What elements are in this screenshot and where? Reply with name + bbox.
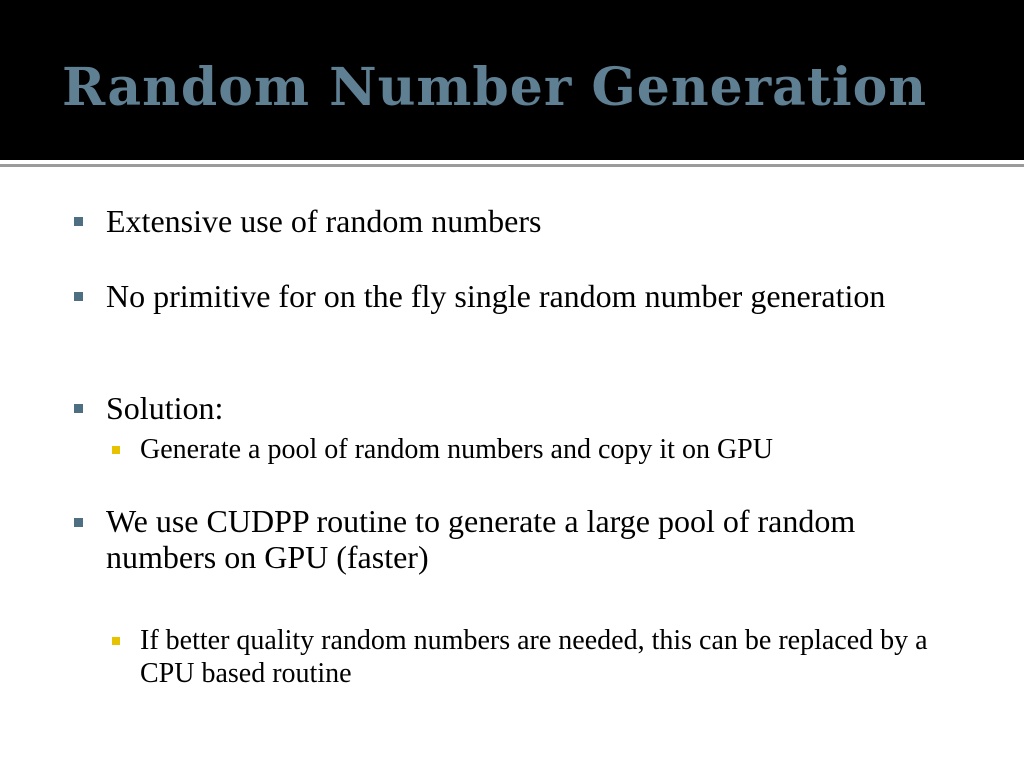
square-bullet-icon bbox=[74, 518, 83, 527]
title-divider-gray bbox=[0, 164, 1024, 167]
bullet-item: Solution: bbox=[106, 390, 224, 426]
square-bullet-icon bbox=[74, 404, 83, 413]
square-bullet-icon bbox=[74, 292, 83, 301]
square-bullet-icon bbox=[74, 217, 83, 226]
square-subbullet-icon bbox=[112, 637, 120, 645]
subbullet-item: Generate a pool of random numbers and copy it on GPU bbox=[140, 434, 773, 465]
bullet-item: We use CUDPP routine to generate a large pool of random numbers on GPU (faster) bbox=[106, 503, 856, 575]
subbullet-item: If better quality random numbers are needed, this can be replaced by a CPU based routine bbox=[140, 625, 928, 689]
square-subbullet-icon bbox=[112, 446, 120, 454]
bullet-item: No primitive for on the fly single random number generation bbox=[106, 278, 886, 314]
slide-title: Random Number Generation bbox=[62, 57, 928, 118]
bullet-item: Extensive use of random numbers bbox=[106, 203, 542, 239]
